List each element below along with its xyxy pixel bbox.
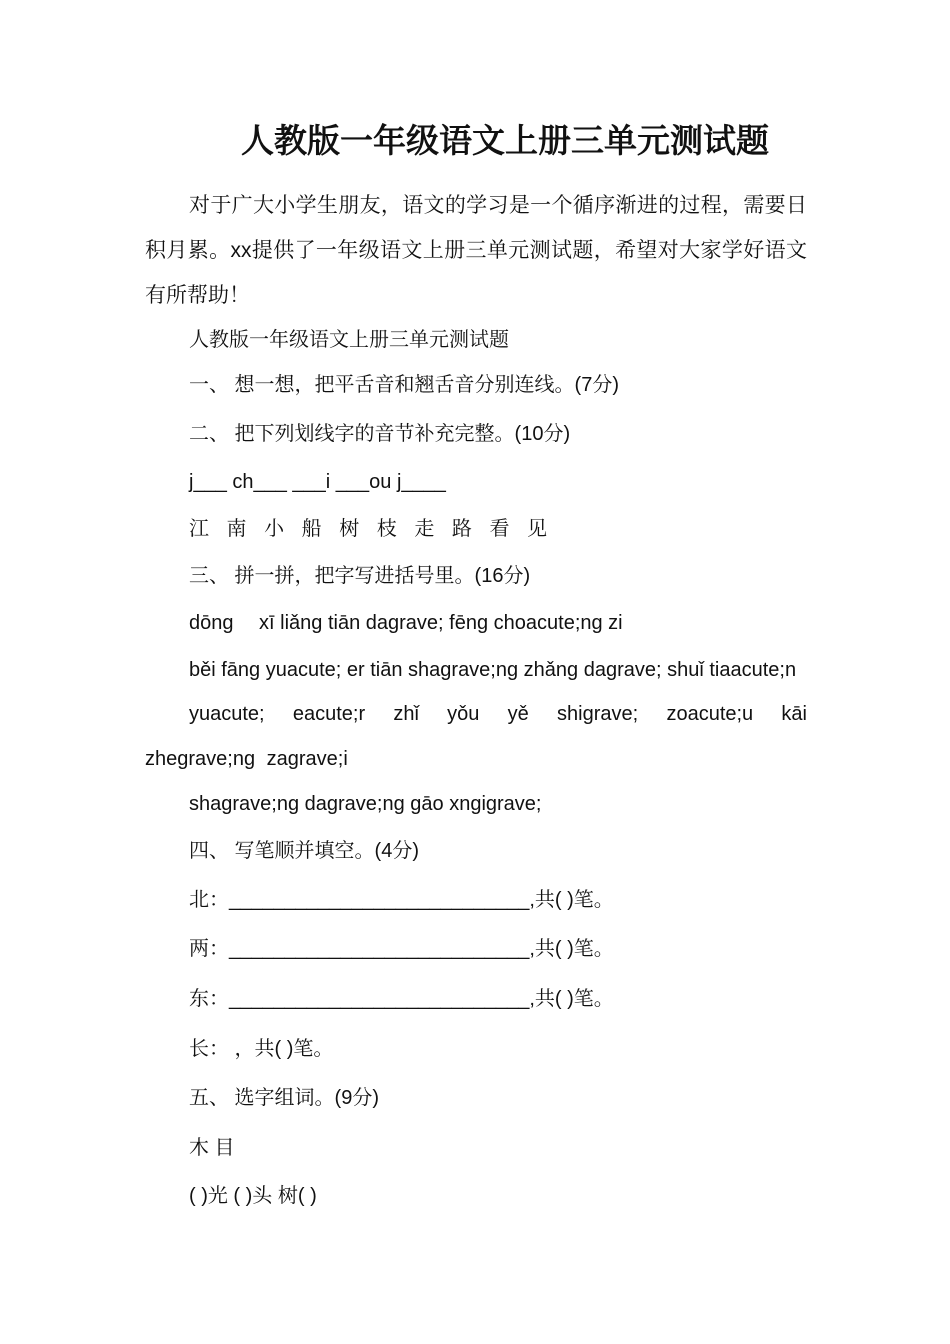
page-title: 人教版一年级语文上册三单元测试题 <box>241 121 769 160</box>
word-blanks-line: ( )光 ( )头 树( ) <box>189 1185 317 1207</box>
pinyin-line-1: dōng xī liǎng tiān dagrave; fēng choacute;ng zi <box>189 612 623 634</box>
choice-characters: 木 目 <box>189 1137 235 1159</box>
stroke-line-chang: 长： ，共( )笔。 <box>189 1038 334 1060</box>
question-3: 三、 拼一拼，把字写进括号里。(16分) <box>189 565 531 587</box>
pinyin-line-2: běi fāng yuacute; er tiān shagrave;ng zhǎng dagrave; shuǐ tiaacute;n <box>189 659 797 681</box>
subtitle-line: 人教版一年级语文上册三单元测试题 <box>189 329 509 351</box>
question-4: 四、 写笔顺并填空。(4分) <box>189 840 419 862</box>
stroke-line-bei: 北：___________________________,共( )笔。 <box>189 889 614 911</box>
pinyin-line-3: yuacute; eacute;r zhǐ yǒu yě shigrave; zoacute;u kāi zhegrave;ng zagrave;i <box>145 703 807 770</box>
stroke-line-dong: 东：___________________________,共( )笔。 <box>189 988 614 1010</box>
question-2: 二、 把下列划线字的音节补充完整。(10分) <box>189 423 571 445</box>
pinyin-blanks-line: j___ ch___ ___i ___ou j____ <box>189 471 446 493</box>
intro-paragraph: 对于广大小学生朋友，语文的学习是一个循序渐进的过程，需要日积月累。xx提供了一年级语文上册三单元测试题，希望对大家学好语文有所帮助！ <box>145 194 807 307</box>
characters-line: 江 南 小 船 树 枝 走 路 看 见 <box>189 518 554 540</box>
question-5: 五、 选字组词。(9分) <box>189 1087 379 1109</box>
stroke-line-liang: 两：___________________________,共( )笔。 <box>189 938 614 960</box>
question-1: 一、 想一想，把平舌音和翘舌音分别连线。(7分) <box>189 374 619 396</box>
pinyin-line-4: shagrave;ng dagrave;ng gāo xngigrave; <box>189 793 542 815</box>
